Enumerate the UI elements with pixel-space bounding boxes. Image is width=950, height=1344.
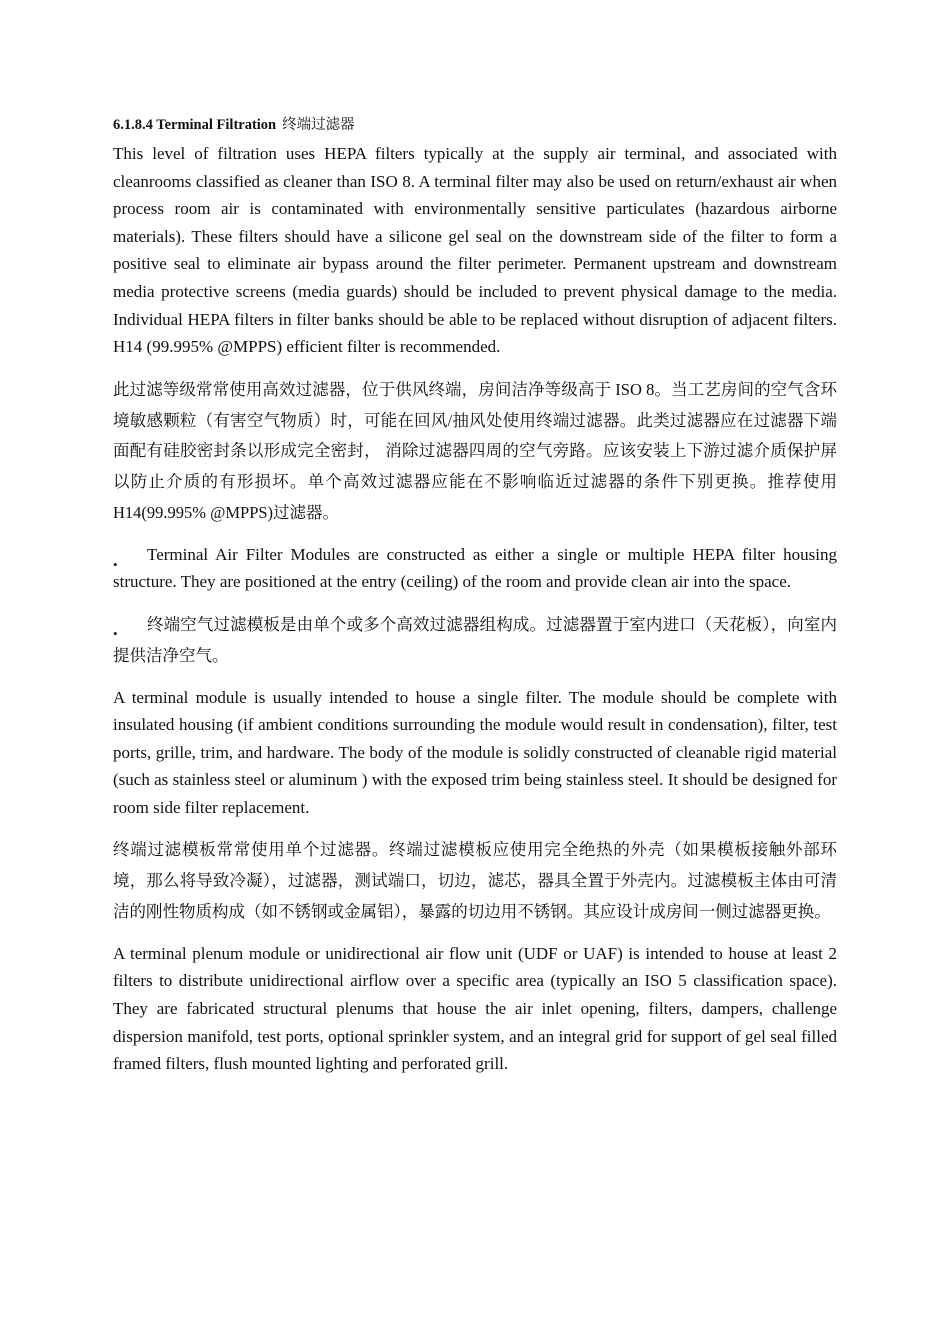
bullet-icon: • — [113, 625, 118, 641]
paragraph-terminal-module-zh: 终端过滤模板常常使用单个过滤器。终端过滤模板应使用完全绝热的外壳（如果模板接触外部环境，那么将导致冷凝），过滤器，测试端口，切边，滤芯，器具全置于外壳内。过滤模板主体由可清洁的刚性物质构成（如不锈钢或金属铝），暴露的切边用不锈钢。其应设计成房间一侧过滤器更换。 — [113, 840, 837, 922]
paragraph-plenum-module-en: A terminal plenum module or unidirectional air flow unit (UDF or UAF) is intended to house at least 2 filters to distribute unidirectional airflow over a specific area (typically an ISO 5 classification space). They are fabricated structural plenums that house the air inlet opening, filters, dampers, challenge dispersion manifold, test ports, optional sprinkler system, and an integral grid for support of gel seal filled framed filters, flush mounted lighting and perforated grill. — [113, 943, 837, 1074]
paragraph-terminal-filtration-en: This level of filtration uses HEPA filters typically at the supply air terminal, and associated with cleanrooms classified as cleaner than ISO 8. A terminal filter may also be used on return/exhaust air when process room air is contaminated with environmentally sensitive particulates (hazardous airborne materials). These filters should have a silicone gel seal on the downstream side of the filter to form a positive seal to eliminate air bypass around the filter perimeter. Permanent upstream and downstream media protective screens (media guards) should be included to prevent physical damage to the media. Individual HEPA filters in filter banks should be able to be replaced without disruption of adjacent filters. H14 (99.995% @MPPS) efficient filter is recommended. — [113, 144, 837, 357]
bullet-item-modules-zh — [113, 610, 837, 672]
bullet-text-modules-en: Terminal Air Filter Modules are constructed as either a single or multiple HEPA filter housing structure. They are positioned at the entry (ceiling) of the room and provide clean air into the space. — [113, 544, 837, 592]
bullet-icon: • — [113, 556, 118, 572]
bullet-text-modules-zh: 终端空气过滤模板是由单个或多个高效过滤器组构成。过滤器置于室内进口（天花板），向室内提供洁净空气。 — [113, 614, 837, 665]
paragraph-terminal-module-en: A terminal module is usually intended to house a single filter. The module should be complete with insulated housing (if ambient conditions surrounding the module would result in condensation), filter, test ports, grille, trim, and hardware. The body of the module is solidly constructed of cleanable rigid material (such as stainless steel or aluminum ) with the exposed trim being stainless steel. It should be designed for room side filter replacement. — [113, 687, 837, 817]
bullet-item-modules-en — [113, 541, 837, 596]
section-chinese-title: 终端过滤器 — [282, 117, 355, 133]
paragraph-terminal-filtration-zh: 此过滤等级常常使用高效过滤器，位于供风终端，房间洁净等级高于 ISO 8。当工艺房间的空气含环境敏感颗粒（有害空气物质）时，可能在回风/抽风处使用终端过滤器。此类过滤器应在过滤器下端面配有硅胶密封条以形成完全密封， 消除过滤器四周的空气旁路。应该安装上下游过滤介质保护屏以防止介质的有形损坏。单个高效过滤器应能在不影响临近过滤器的条件下别更换。推荐使用 H14(99.995% @MPPS)过滤器。 — [113, 379, 837, 522]
document-page — [113, 112, 837, 1092]
section-heading — [113, 112, 837, 138]
section-number-title: 6.1.8.4 Terminal Filtration — [113, 117, 277, 133]
